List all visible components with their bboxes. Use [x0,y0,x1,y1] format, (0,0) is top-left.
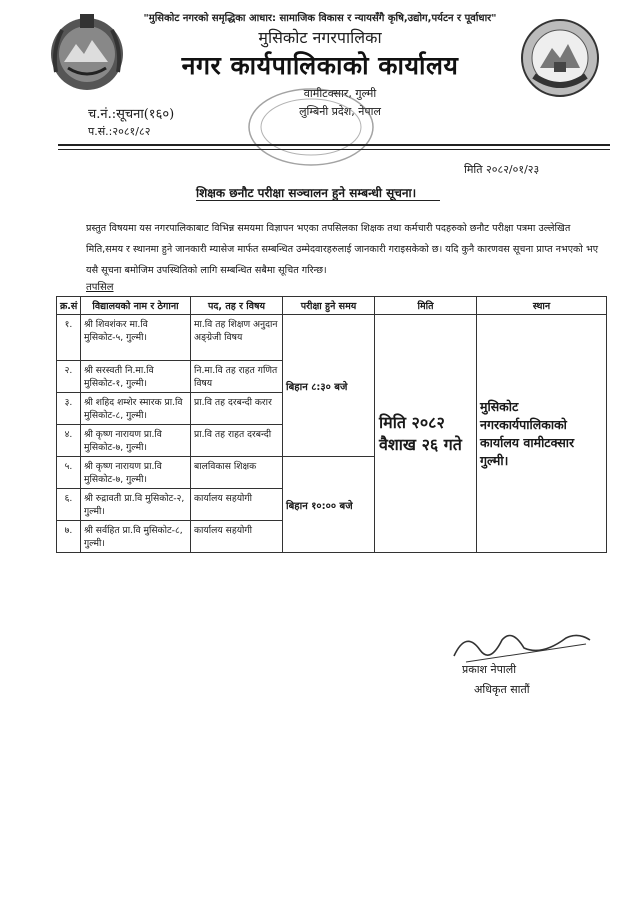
row-school: श्री कृष्ण नारायण प्रा.वि मुसिकोट-७, गुल्मी। [81,425,191,457]
header-time: परीक्षा हुने समय [283,297,375,315]
signatory-name: प्रकाश नेपाली [462,663,517,676]
exam-time-2: बिहान १०:०० बजे [283,457,375,553]
exam-schedule-table [56,296,607,553]
patra-sankhya: प.सं.:२०८१/८२ [88,125,151,138]
table-header-row [57,297,607,315]
header-rule-thin [58,149,610,150]
address-line-2: लुम्बिनी प्रदेश, नेपाल [299,105,381,118]
notice-subject: शिक्षक छनौट परीक्षा सञ्चालन हुने सम्बन्धी सूचना। [196,186,417,200]
row-post: कार्यालय सहयोगी [191,521,283,553]
row-post: मा.वि तह शिक्षण अनुदान अङ्ग्रेजी विषय [191,315,283,361]
row-sn: ६. [57,489,81,521]
row-post: नि.मा.वि तह राहत गणित विषय [191,361,283,393]
row-post: प्रा.वि तह राहत दरबन्दी [191,425,283,457]
notice-date: मिति २०८२/०१/२३ [464,163,540,176]
header-sn: क्र.सं [57,297,81,315]
header-date: मिति [375,297,477,315]
row-sn: २. [57,361,81,393]
subject-underline [196,200,440,201]
row-post: कार्यालय सहयोगी [191,489,283,521]
header-school: विद्यालयको नाम र ठेगाना [81,297,191,315]
header-rule [58,144,610,146]
exam-time-1: बिहान ८:३० बजे [283,315,375,457]
chalani-number: च.नं.:सूचना(१६०) [88,107,175,122]
nepal-emblem-icon [46,10,128,94]
row-post: बालविकास शिक्षक [191,457,283,489]
header-place: स्थान [477,297,607,315]
row-sn: १. [57,315,81,361]
table-row [57,315,607,361]
row-sn: ३. [57,393,81,425]
row-sn: ४. [57,425,81,457]
address-line-1: वामीटक्सार, गुल्मी [303,87,377,100]
row-school: श्री कृष्ण नारायण प्रा.वि मुसिकोट-७, गुल्मी। [81,457,191,489]
row-school: श्री शिवशंकर मा.वि मुसिकोट-५, गुल्मी। [81,315,191,361]
notice-body: प्रस्तुत विषयमा यस नगरपालिकाबाट विभिन्न समयमा विज्ञापन भएका तपसिलका शिक्षक तथा कर्मचारी पदहरुको छनौट परीक्षा पत्रमा उल्लेखित मिति,समय र स्थानमा हुने जानकारी म्यासेज मार्फत सम्बन्धित उम्मेदवारहरुलाई जानकारी गराइसकेको छ। यदि कुनै कारणवस सूचना प्राप्त नभएको भए यसै सूचना बमोजिम उपस्थितिको लागि सम्बन्धित सबैमा सूचित गरिन्छ। [86,223,598,276]
exam-date: मिति २०८२ वैशाख २६ गते [375,315,477,553]
row-school: श्री शहिद शम्शेर स्मारक प्रा.वि मुसिकोट-८, गुल्मी। [81,393,191,425]
municipality-name: मुसिकोट नगरपालिका [258,28,382,47]
signatory-title: अधिकृत सातौं [474,683,530,696]
office-title: नगर कार्यपालिकाको कार्यालय [181,51,459,80]
office-stamp-icon [236,82,386,172]
musikot-municipality-logo [520,18,600,98]
exam-place: मुसिकोट नगरकार्यपालिकाको कार्यालय वामीटक्सार गुल्मी। [477,315,607,553]
tapasil-label: तपसिल [86,282,114,293]
slogan: "मुसिकोट नगरको समृद्धिका आधार: सामाजिक विकास र न्यायसँगै कृषि,उद्योग,पर्यटन र पूर्वाधार" [143,13,497,24]
row-school: श्री सर्वहित प्रा.वि मुसिकोट-८, गुल्मी। [81,521,191,553]
row-school: श्री सरस्वती नि.मा.वि मुसिकोट-१, गुल्मी। [81,361,191,393]
row-post: प्रा.वि तह दरबन्दी करार [191,393,283,425]
row-sn: ५. [57,457,81,489]
row-sn: ७. [57,521,81,553]
header-post: पद, तह र विषय [191,297,283,315]
row-school: श्री रुद्रावती प्रा.वि मुसिकोट-२, गुल्मी। [81,489,191,521]
